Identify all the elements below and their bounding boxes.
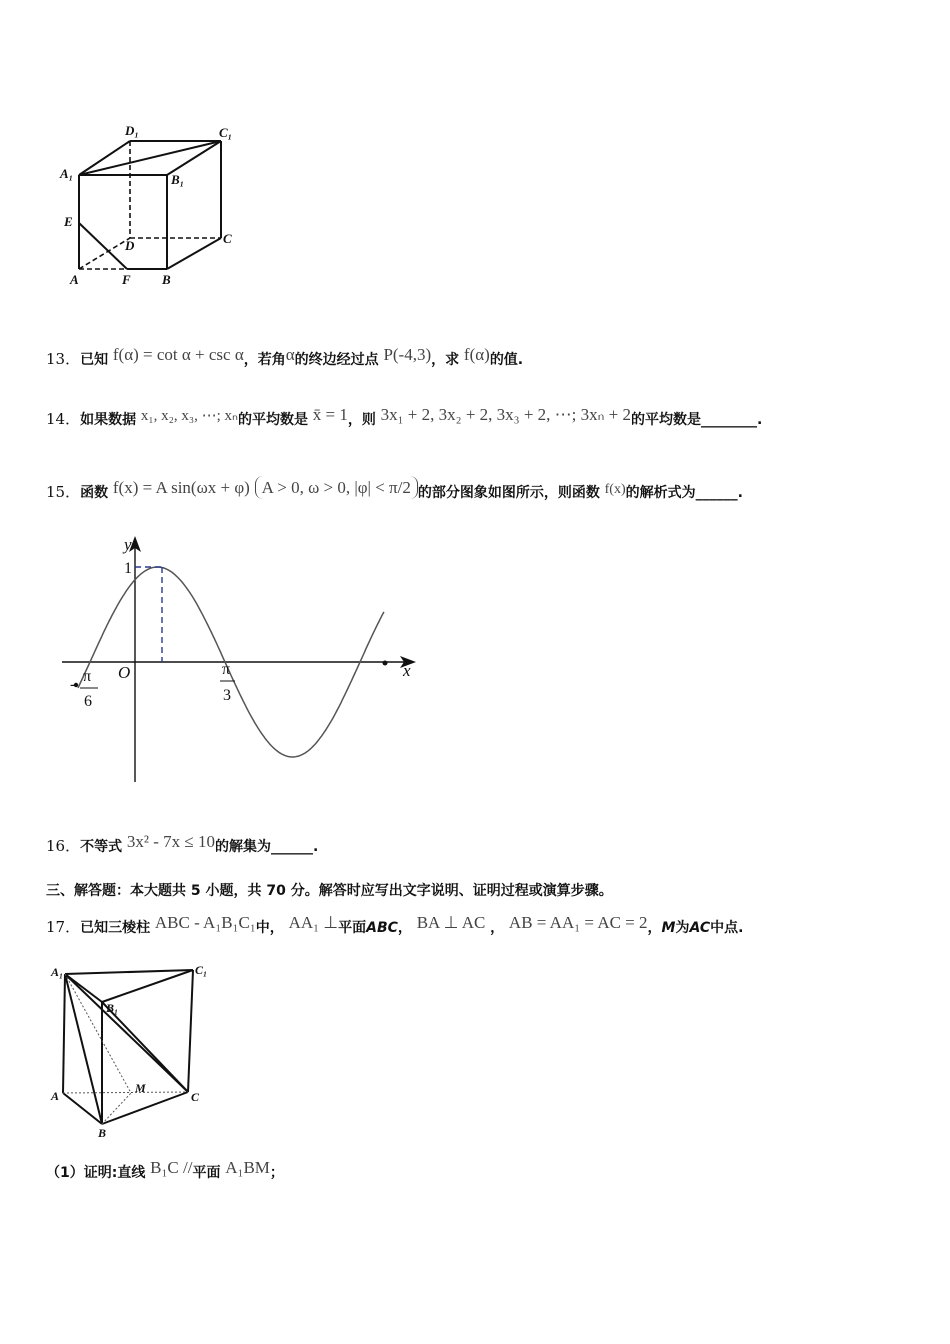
question-13 [46, 345, 523, 370]
q17-number: 17． [46, 918, 81, 936]
q17-sep1: ， [397, 920, 412, 936]
label-C1: C₁ [195, 963, 208, 977]
q17-post-mid: 为 [675, 920, 690, 936]
q14-data2: 3x₁ + 2, 3x₂ + 2, 3x₃ + 2, ⋯; 3xₙ + 2 [380, 405, 632, 424]
sine-graph [58, 530, 428, 790]
q17-1-plane: 平面 [192, 1165, 221, 1181]
q13-formula: f(α) = cot α + csc α [112, 345, 244, 364]
q16-formula: 3x² - 7x ≤ 10 [126, 832, 215, 851]
q15-pre: 函数 [80, 485, 109, 501]
q14-data: x₁, x₂, x₃, ⋯; xₙ [140, 408, 238, 424]
question-15 [46, 478, 743, 503]
q16-number: 16． [46, 837, 81, 855]
segment-E-F [79, 223, 127, 269]
q17-mid: 中， [255, 920, 284, 936]
q14-number: 14． [46, 410, 81, 428]
y-label: y [124, 535, 132, 554]
section-3-title: 三、解答题：本大题共 5 小题，共 70 分。解答时应写出文字说明、证明过程或演算步骤。 [46, 883, 613, 899]
edge-B-C [167, 238, 221, 269]
q17-sep3: ， [647, 920, 662, 936]
q17-1-plane-name: A₁BM [225, 1158, 270, 1177]
prism-figure [45, 960, 220, 1140]
q13-alpha: α [285, 345, 295, 364]
endpoint-dot [383, 661, 388, 666]
label-A1: A₁ [51, 965, 64, 979]
left-tick-sign: - [70, 676, 76, 693]
q17-pre: 已知三棱柱 [80, 920, 151, 936]
q17-plane-name: ABC [366, 920, 398, 936]
label-M: M [135, 1081, 146, 1095]
q15-fx: f(x) [604, 482, 626, 497]
diag-A1-C1 [79, 141, 221, 175]
q14-mid2: ，则 [347, 412, 376, 428]
question-14 [46, 405, 762, 430]
label-B: B [162, 272, 171, 287]
one-label: 1 [124, 560, 132, 577]
edge-A1-A [63, 974, 65, 1093]
q16-post: 的解集为______. [214, 839, 319, 855]
question-17-part-1 [46, 1158, 284, 1183]
question-16 [46, 832, 318, 857]
label-C1: C₁ [219, 125, 233, 140]
q13-number: 13． [46, 350, 81, 368]
q17-lengths: AB = AA₁ = AC = 2 [508, 913, 648, 932]
q17-ac: AC [689, 920, 711, 936]
q17-1-post: ； [269, 1165, 284, 1181]
q13-pre: 已知 [80, 352, 109, 368]
q13-mid2: 的终边经过点 [294, 352, 379, 368]
hidden-edge-A-C [63, 1092, 188, 1093]
label-A1: A₁ [60, 166, 74, 181]
edge-B-C [102, 1092, 188, 1124]
q14-post: 的平均数是________. [631, 412, 763, 428]
label-A: A [51, 1089, 60, 1103]
edge-A1-C1 [65, 970, 193, 974]
label-B1: B₁ [171, 172, 185, 187]
right-tick-numerator: π [222, 661, 231, 678]
right-tick-denominator: 3 [223, 687, 231, 704]
q13-point: P(-4,3) [383, 345, 432, 364]
label-B1: B₁ [106, 1001, 119, 1015]
q14-mid: 的平均数是 [237, 412, 308, 428]
q17-1-line: B₁C // [150, 1158, 193, 1177]
label-B: B [98, 1126, 107, 1140]
q17-1-pre: 证明:直线 [83, 1165, 146, 1181]
q13-mid: ，若角 [243, 352, 286, 368]
q14-mean: x̄ = 1 [312, 405, 348, 424]
cube-figure [55, 118, 255, 293]
label-E: E [64, 214, 73, 229]
q15-post: 的解析式为______. [625, 485, 743, 501]
q17-sep2: ， [490, 920, 505, 936]
q17-plane: 平面 [338, 920, 367, 936]
edge-B1-C1 [167, 141, 221, 175]
q17-prism: ABC - A₁B₁C₁ [154, 913, 256, 932]
q17-perp2: BA ⊥ AC [416, 913, 486, 932]
label-D1: D₁ [125, 123, 139, 138]
edge-B1-C1 [102, 970, 193, 1002]
label-C: C [223, 231, 232, 246]
label-D: D [125, 238, 135, 253]
q13-post: 的值. [489, 352, 524, 368]
q15-formula: f(x) = A sin(ωx + φ) [112, 478, 250, 497]
q17-perp: AA₁ ⊥ [288, 913, 339, 932]
edge-C1-C [188, 970, 193, 1092]
q17-1-number: （1） [46, 1165, 84, 1181]
q15-mid: 的部分图象如图所示，则函数 [417, 485, 600, 501]
segment-A1-C [65, 974, 188, 1092]
q15-number: 15． [46, 483, 81, 501]
hidden-segment-A1-M [65, 974, 131, 1093]
q14-pre: 如果数据 [80, 412, 137, 428]
q17-post: 中点. [710, 920, 744, 936]
origin-label: O [118, 663, 131, 682]
q17-m: M [661, 920, 676, 936]
q13-mid3: ，求 [431, 352, 460, 368]
segment-A1-B [65, 974, 102, 1124]
q15-condition: A > 0, ω > 0, |φ| < π/2 [255, 476, 418, 499]
question-17 [46, 913, 743, 938]
label-F: F [122, 272, 131, 287]
label-A: A [70, 272, 79, 287]
x-label: x [403, 661, 411, 680]
left-tick-numerator: π [83, 668, 92, 685]
left-tick-denominator: 6 [84, 693, 92, 710]
q16-pre: 不等式 [80, 839, 123, 855]
label-C: C [191, 1090, 200, 1104]
q13-fa: f(α) [463, 345, 490, 364]
